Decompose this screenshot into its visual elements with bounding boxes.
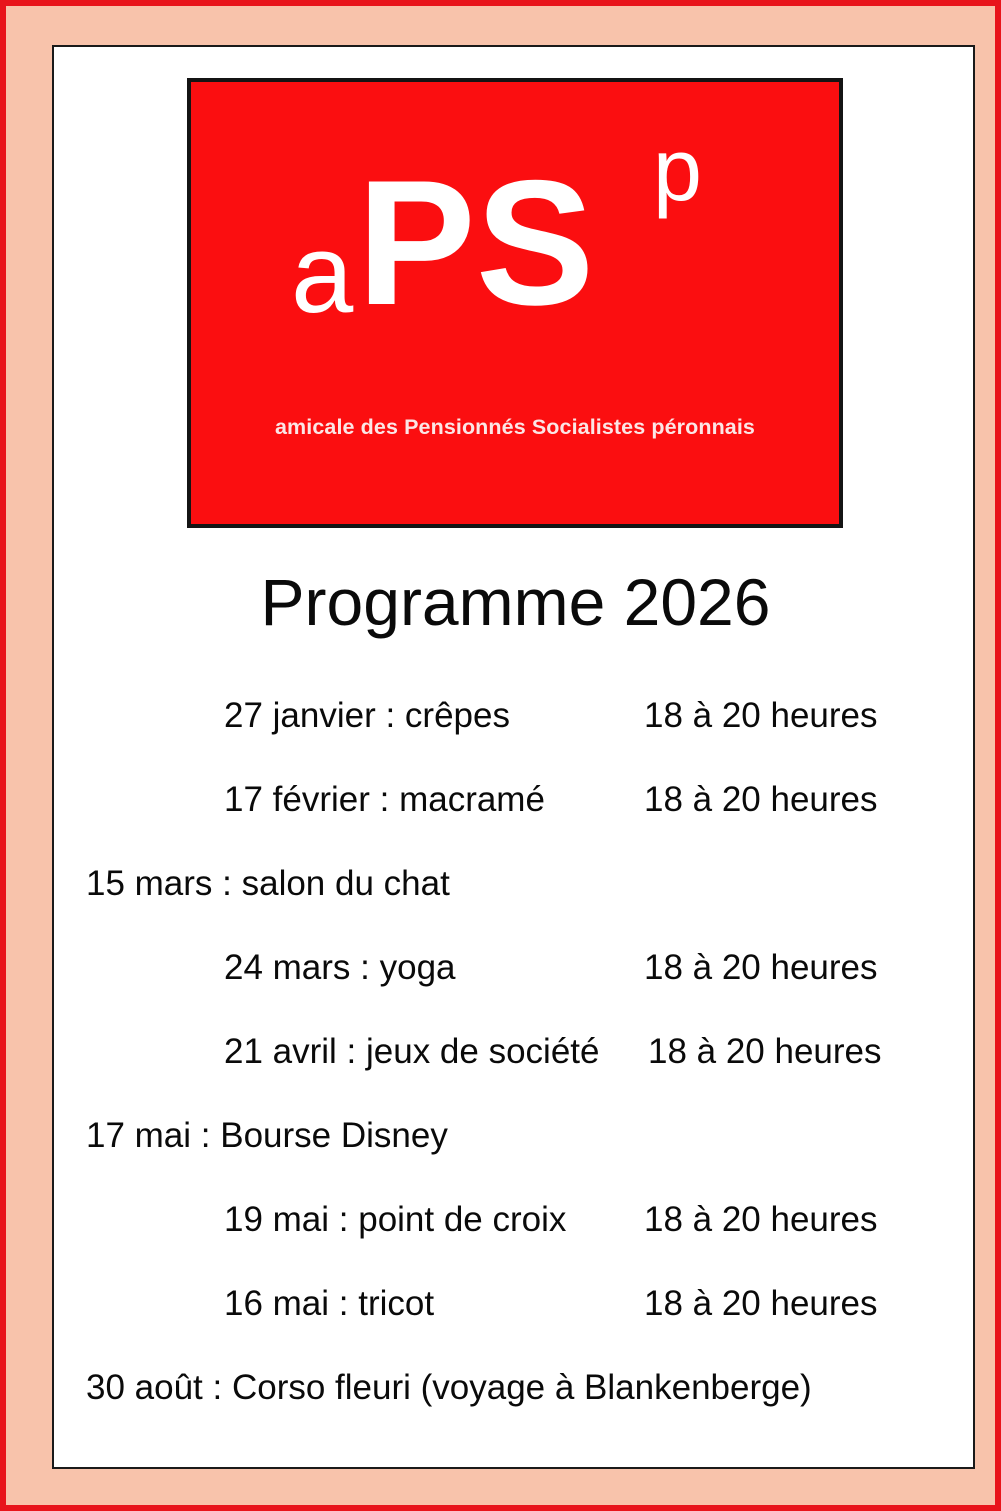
logo-tagline: amicale des Pensionnés Socialistes péronnais	[275, 415, 755, 439]
event-time: 18 à 20 heures	[644, 1200, 878, 1239]
logo-letter-a: a	[291, 211, 354, 336]
event-label: 19 mai : point de croix	[224, 1200, 567, 1239]
event-time: 18 à 20 heures	[644, 948, 878, 987]
apsp-logo	[187, 78, 843, 528]
event-label: 24 mars : yoga	[224, 948, 456, 987]
logo-letters-ps: PS	[357, 143, 595, 342]
apsp-logo-mark	[191, 82, 839, 524]
event-time: 18 à 20 heures	[644, 1284, 878, 1323]
event-time: 18 à 20 heures	[648, 1032, 882, 1071]
event-time: 18 à 20 heures	[644, 696, 878, 735]
event-label: 16 mai : tricot	[224, 1284, 435, 1323]
event-label: 17 février : macramé	[224, 780, 545, 819]
logo-letter-p: p	[653, 120, 702, 219]
event-label: 30 août : Corso fleuri (voyage à Blankenberge)	[86, 1368, 812, 1407]
event-time: 18 à 20 heures	[644, 780, 878, 819]
event-label: 17 mai : Bourse Disney	[86, 1116, 448, 1155]
event-label: 27 janvier : crêpes	[224, 696, 510, 735]
event-label: 21 avril : jeux de société	[224, 1032, 600, 1071]
page-title: Programme 2026	[260, 565, 771, 639]
poster-panel	[52, 45, 975, 1469]
event-label: 15 mars : salon du chat	[86, 864, 450, 903]
